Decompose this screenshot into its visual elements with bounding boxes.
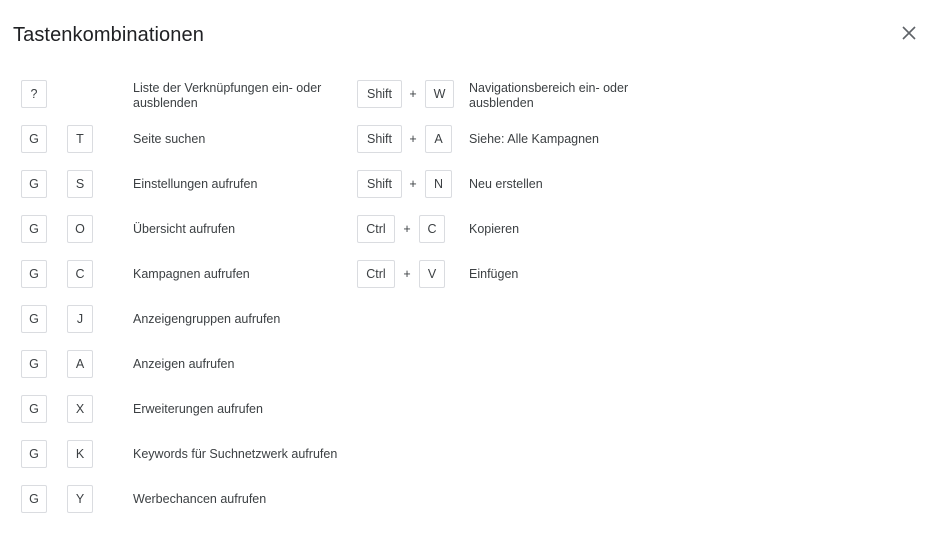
close-icon [901, 25, 917, 46]
plus-sign: + [409, 87, 417, 101]
plus-sign: + [403, 222, 411, 236]
shortcut-label: Anzeigen aufrufen [133, 357, 235, 371]
shortcut-label: Kopieren [469, 222, 520, 236]
plus-sign: + [409, 177, 417, 191]
key-cap: G [21, 395, 47, 423]
key-cap: J [67, 305, 93, 333]
shortcut-label: Einstellungen aufrufen [133, 177, 258, 191]
shortcut-row [0, 305, 350, 335]
key-cap: K [67, 440, 93, 468]
key-cap: Y [67, 485, 93, 513]
shortcut-label: Übersicht aufrufen [133, 222, 236, 236]
key-cap: C [419, 215, 445, 243]
plus-sign: + [403, 267, 411, 281]
key-cap: ? [21, 80, 47, 108]
shortcut-row [0, 260, 700, 290]
key-cap: S [67, 170, 93, 198]
key-cap: Ctrl [357, 260, 395, 288]
key-cap: A [67, 350, 93, 378]
key-cap: Ctrl [357, 215, 395, 243]
key-cap: V [419, 260, 445, 288]
key-cap: N [425, 170, 452, 198]
shortcut-label: Siehe: Alle Kampagnen [469, 132, 599, 146]
shortcut-label: Neu erstellen [469, 177, 543, 191]
shortcut-row [0, 350, 350, 380]
key-cap: Shift [357, 80, 402, 108]
shortcut-label: Navigationsbereich ein- oder ausblenden [469, 81, 629, 110]
key-cap: W [425, 80, 454, 108]
key-cap: Shift [357, 125, 402, 153]
shortcut-row [0, 170, 700, 200]
key-cap: G [21, 440, 47, 468]
shortcut-label: Anzeigengruppen aufrufen [133, 312, 281, 326]
key-cap: O [67, 215, 93, 243]
shortcut-row [0, 395, 350, 425]
key-cap: G [21, 125, 47, 153]
shortcut-row [0, 440, 360, 470]
plus-sign: + [409, 132, 417, 146]
shortcut-label: Kampagnen aufrufen [133, 267, 250, 281]
key-cap: G [21, 215, 47, 243]
shortcut-row [0, 485, 350, 515]
close-button[interactable] [897, 23, 921, 47]
key-cap: G [21, 260, 47, 288]
key-cap: X [67, 395, 93, 423]
key-cap: A [425, 125, 452, 153]
shortcut-row [0, 125, 700, 155]
key-cap: T [67, 125, 93, 153]
key-cap: C [67, 260, 93, 288]
shortcut-label: Werbechancen aufrufen [133, 492, 267, 506]
shortcut-label: Einfügen [469, 267, 519, 281]
shortcut-row [0, 215, 700, 245]
key-cap: G [21, 170, 47, 198]
key-cap: Shift [357, 170, 402, 198]
shortcut-label: Keywords für Suchnetzwerk aufrufen [133, 447, 338, 461]
dialog-title: Tastenkombinationen [13, 24, 204, 46]
key-cap: G [21, 305, 47, 333]
key-cap: G [21, 485, 47, 513]
shortcut-row [0, 80, 700, 110]
shortcut-label: Seite suchen [133, 132, 206, 146]
shortcut-label: Liste der Verknüpfungen ein- oder ausblenden [133, 81, 322, 110]
shortcut-label: Erweiterungen aufrufen [133, 402, 263, 416]
key-cap: G [21, 350, 47, 378]
